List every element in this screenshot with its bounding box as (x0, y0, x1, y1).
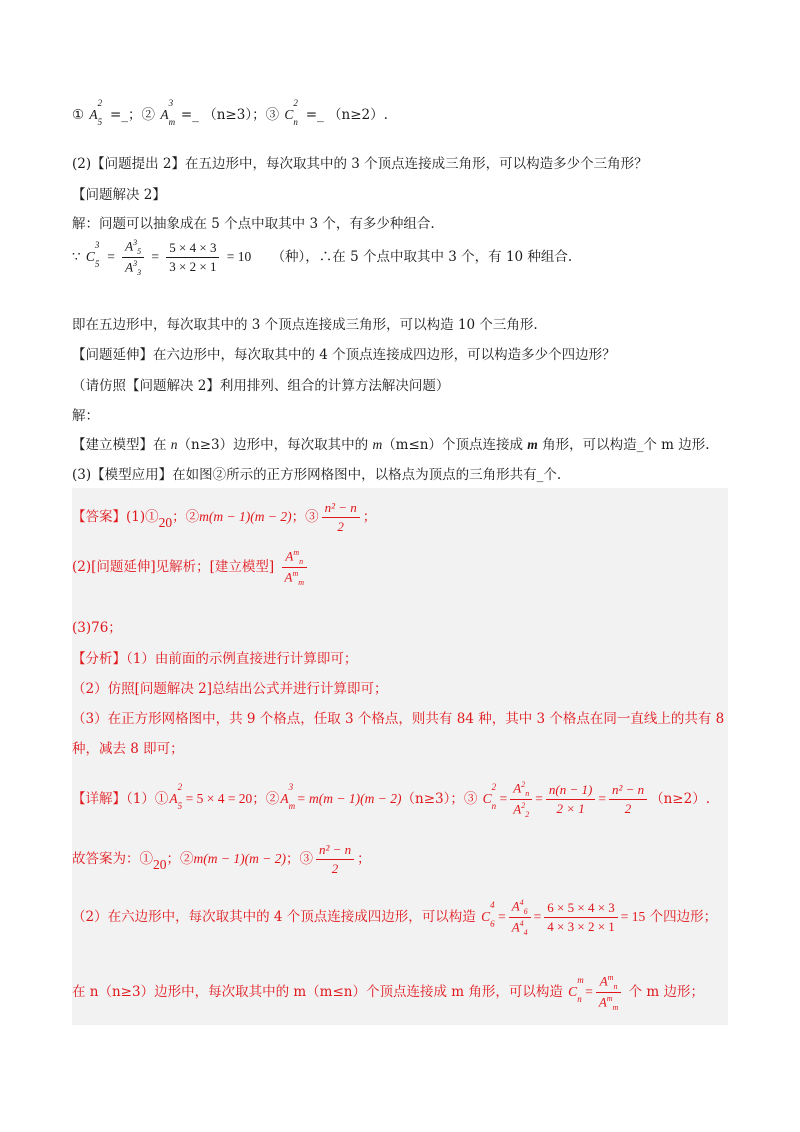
detail-part2: （2）在六边形中，每次取其中的 4 个顶点连接成四边形，可以构造 C 4 6 = $\frac{A^4_6}{A^4_4}$ = $\frac{6 \times 5 \times 4 \times 3}{4 \times 3 \times 2 \times 1}$ = 15 个四边形； (72, 898, 718, 937)
detail-answer: 故答案为：①20；②m(m − 1)(m − 2)；③ $\frac{\text{n² − n}}{2}$ ； (72, 842, 371, 876)
q2-title: (2)【问题提出 2】在五边形中，每次取其中的 3 个顶点连接成三角形，可以构造多少个三角形？ (72, 156, 648, 172)
q2-conclusion: 即在五边形中，每次取其中的 3 个顶点连接成三角形，可以构造 10 个三角形. (72, 317, 538, 333)
q2-formula: ∵ C 3 5 = $\frac{A^3_5}{A^3_3}$ = $\frac{5 \times 4 \times 3}{3 \times 2 \times 1}$ = 10 （种），∴在 5 个点中取其中 3 个，有 10 种组合. (72, 238, 573, 277)
q2-hint: （请仿照【问题解决 2】利用排列、组合的计算方法解决问题） (72, 378, 450, 394)
q2-extend: 【问题延伸】在六边形中，每次取其中的 4 个顶点连接成四边形，可以构造多少个四边形？ (72, 347, 616, 363)
a52-symbol: A (89, 107, 98, 122)
answer-line2: (2)[问题延伸]见解析；[建立模型] $\frac{A^m_n}{A^m_m}$ (72, 548, 728, 587)
cn2-symbol: C (284, 107, 294, 122)
q2-solve-text: 解：问题可以抽象成在 5 个点中取其中 3 个，有多少种组合. (72, 216, 435, 232)
detail-part3: 在 n（n≥3）边形中，每次取其中的 m（m≤n）个顶点连接成 m 角形，可以构造 C m n = $\frac{A^m_n}{A^m_m}$ 个 m 边形； (72, 973, 705, 1012)
q2-solve-title: 【问题解决 2】 (72, 187, 166, 203)
analysis-3: （3）在正方形网格图中，共 9 个格点，任取 3 个格点，则共有 84 种，其中 3 个格点在同一直线上的共有 8 (72, 711, 725, 727)
q2-jie: 解： (72, 408, 99, 424)
analysis-4: 种，减去 8 即可； (72, 741, 184, 757)
am3-symbol: A (160, 107, 169, 122)
q2-model: 【建立模型】在 n（n≥3）边形中，每次取其中的 m（m≤n）个顶点连接成 m 角形，可以构造_个 m 边形. (72, 437, 710, 453)
answer-line1: 【答案】(1)①20；②m(m − 1)(m − 2)；③ $\frac{\text{n² − n}}{2}$ ； (72, 500, 377, 534)
q1-line: ① A 2 5 =_；② A 3 m =_ （n≥3）；③ C 2 n =_ （n≥2）. (72, 98, 388, 127)
q3-text: (3)【模型应用】在如图②所示的正方形网格图中，以格点为顶点的三角形共有_个. (72, 467, 562, 483)
analysis-1: 【分析】（1）由前面的示例直接进行计算即可； (72, 651, 358, 667)
detail-line1: 【详解】（1）①A 2 5 = 5 × 4 = 20；②A 3 m = m(m − 1)(m − 2)（n≥3）；③ C 2 n = $\frac{A^2_n}{A^2_2}$ = $\frac{n(n - 1)}{2 \times 1}$ = $\frac{\text{n² − n}}{2}$ （n≥2）. (72, 780, 710, 819)
analysis-2: （2）仿照[问题解决 2]总结出公式并进行计算即可； (72, 681, 388, 697)
answer-line3: (3)76； (72, 620, 122, 636)
